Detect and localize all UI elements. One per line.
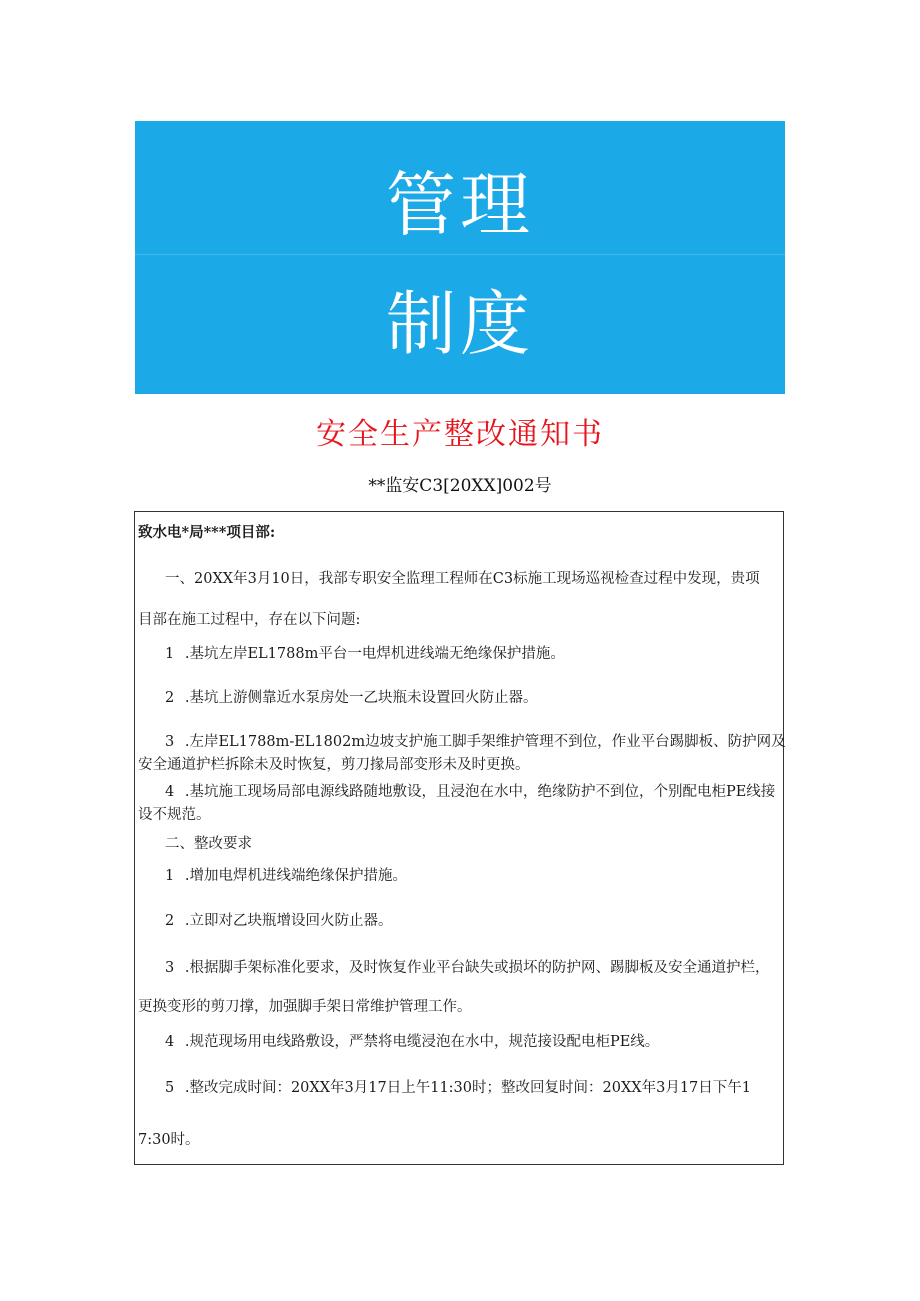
banner-line-system: 制度 — [386, 283, 534, 365]
banner-divider — [135, 254, 785, 255]
header-banner — [135, 121, 785, 394]
item-number: 1 — [165, 868, 175, 884]
item-text-continued: 更换变形的剪刀撑，加强脚手架日常维护管理工作。 — [138, 999, 472, 1015]
list-item — [165, 865, 815, 887]
item-text: .根据脚手架标准化要求，及时恢复作业平台缺失或损坏的防护网、踢脚板及安全通道护栏， — [184, 960, 770, 976]
item-number: 5 — [165, 1080, 175, 1096]
item-text: .基坑左岸EL1788m平台一电焊机进线端无绝缘保护措施。 — [184, 646, 565, 662]
item-text: .基坑上游侧靠近水泵房处一乙块瓶未设置回火防止器。 — [184, 690, 538, 706]
item-number: 4 — [165, 1034, 175, 1050]
list-item — [165, 687, 815, 709]
item-number: 3 — [165, 960, 175, 976]
item-text: .规范现场用电线路敷设，严禁将电缆浸泡在水中，规范接设配电柜PE线。 — [184, 1034, 660, 1050]
list-item — [165, 910, 815, 932]
banner-line-management: 管理 — [386, 164, 534, 246]
item-text: .立即对乙块瓶增设回火防止器。 — [184, 913, 393, 929]
item-number: 3 — [165, 734, 175, 750]
list-item — [165, 643, 815, 665]
section1-intro-line2: 目部在施工过程中，存在以下问题: — [138, 612, 361, 628]
item-text-continued: 设不规范。 — [138, 807, 211, 823]
item-text: .左岸EL1788m-EL1802m边坡支护施工脚手架维护管理不到位，作业平台踢脚板、防护网及 — [184, 734, 786, 750]
list-item — [165, 1031, 815, 1053]
item-number: 2 — [165, 913, 175, 929]
list-item — [165, 957, 815, 979]
item-text: .整改完成时间：20XX年3月17日上午11:30时；整改回复时间：20XX年3月17日下午1 — [184, 1080, 752, 1096]
addressee: 致水电*局***项目部: — [138, 524, 276, 541]
section1-intro-line1: 一、20XX年3月10日，我部专职安全监理工程师在C3标施工现场巡视检查过程中发现，贵项 — [165, 571, 760, 587]
item-text-continued: 7:30时。 — [138, 1132, 200, 1148]
item-number: 2 — [165, 690, 175, 706]
list-item — [165, 1077, 815, 1099]
list-item — [165, 781, 815, 803]
item-text-continued: 安全通道护栏拆除未及时恢复，剪刀掾局部变形未及时更换。 — [138, 757, 530, 773]
item-text: .基坑施工现场局部电源线路随地敷设，且浸泡在水中，绝缘防护不到位，个别配电柜PE线接 — [184, 784, 776, 800]
item-number: 4 — [165, 784, 175, 800]
section2-heading: 二、整改要求 — [165, 836, 252, 852]
notice-body — [134, 511, 784, 1165]
item-text: .增加电焊机进线端绝缘保护措施。 — [184, 868, 407, 884]
item-number: 1 — [165, 646, 175, 662]
document-title: 安全生产整改通知书 — [316, 417, 604, 452]
list-item — [165, 731, 815, 753]
document-number: **监安C3[20XX]002号 — [368, 476, 552, 496]
